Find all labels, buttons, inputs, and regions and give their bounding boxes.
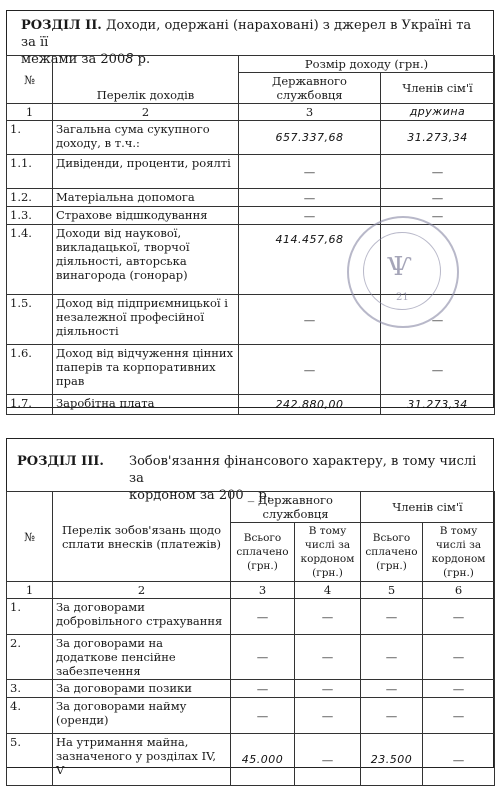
col-servant-header: Державного службовця — [239, 73, 381, 104]
col-size-header: Розмір доходу (грн.) — [239, 56, 495, 73]
obligations-table — [6, 491, 495, 786]
row-number: 1.5. — [7, 295, 53, 345]
value-cell: — — [423, 635, 495, 680]
col-no-header: № — [7, 492, 53, 582]
value-cell: — — [231, 680, 295, 698]
table-row — [7, 345, 495, 395]
value-cell: — — [295, 698, 361, 734]
section-2-title-text: Доходи, одержані (нараховані) з джерел в Україні та за її — [21, 18, 472, 50]
row-number: 1.6. — [7, 345, 53, 395]
table-row — [7, 121, 495, 155]
col-paid-header: Всього сплачено (грн.) — [361, 523, 423, 582]
servant-value: 657.337,68 — [239, 121, 381, 155]
family-value: 31.273,34 — [381, 121, 495, 155]
index-cell: 4 — [295, 582, 361, 599]
family-value: 31.273,34 — [381, 395, 495, 415]
index-cell: 5 — [361, 582, 423, 599]
value-cell: — — [423, 599, 495, 635]
value-cell: — — [423, 734, 495, 786]
col-family-header: Членів сім'ї — [361, 492, 495, 523]
table-row — [7, 599, 495, 635]
row-label: Матеріальна допомога — [53, 189, 239, 207]
trident-icon: Ѱ — [387, 252, 412, 282]
family-value: — — [381, 207, 495, 225]
col-family-header: Членів сім'ї — [381, 73, 495, 104]
servant-value: — — [239, 295, 381, 345]
servant-value: 242.880,00 — [239, 395, 381, 415]
row-number: 2. — [7, 635, 53, 680]
row-label: За договорами на додаткове пенсійне забезпечення — [53, 635, 231, 680]
table-row — [7, 680, 495, 698]
row-label: Дивіденди, проценти, роялті — [53, 155, 239, 189]
value-cell: 23.500 — [361, 734, 423, 786]
row-number: 1.7. — [7, 395, 53, 415]
value-cell: — — [361, 680, 423, 698]
servant-value: 414.457,68 — [239, 225, 381, 295]
row-label: Доходи від наукової, викладацької, творчої діяльності, авторська винагорода (гонорар) — [53, 225, 239, 295]
value-cell: — — [231, 599, 295, 635]
index-cell: 3 — [239, 104, 381, 121]
family-value: — — [381, 155, 495, 189]
official-stamp — [347, 216, 459, 328]
row-label: За договорами позики — [53, 680, 231, 698]
section-2 — [6, 10, 494, 411]
row-number: 5. — [7, 734, 53, 786]
index-cell-handwritten: дружина — [381, 104, 495, 121]
stamp-number: 21 — [396, 292, 409, 303]
col-servant-header: Державного службовця — [231, 492, 361, 523]
row-number: 1.1. — [7, 155, 53, 189]
value-cell: — — [423, 680, 495, 698]
row-number: 4. — [7, 698, 53, 734]
col-list-header: Перелік зобов'язань щодо сплати внесків (платежів) — [53, 492, 231, 582]
index-cell: 1 — [7, 104, 53, 121]
row-label: Заробітна плата — [53, 395, 239, 415]
value-cell: — — [295, 680, 361, 698]
value-cell: — — [361, 635, 423, 680]
row-number: 1. — [7, 121, 53, 155]
table-row — [7, 734, 495, 786]
row-label: Загальна сума сукупного доходу, в т.ч.: — [53, 121, 239, 155]
row-number: 3. — [7, 680, 53, 698]
section-3-title-text: Зобов'язання фінансового характеру, в тому числі за — [129, 454, 477, 486]
col-paid-header: Всього сплачено (грн.) — [231, 523, 295, 582]
row-number: 1.3. — [7, 207, 53, 225]
servant-value: — — [239, 207, 381, 225]
section-2-year-handwritten: 8 — [125, 52, 134, 67]
row-label: Доход від підприємницької і незалежної професійної діяльності — [53, 295, 239, 345]
section-2-title-suffix: р. — [137, 52, 151, 67]
value-cell: — — [361, 599, 423, 635]
index-cell: 6 — [423, 582, 495, 599]
index-cell: 3 — [231, 582, 295, 599]
value-cell: — — [231, 698, 295, 734]
table-row — [7, 635, 495, 680]
row-label: Страхове відшкодування — [53, 207, 239, 225]
row-number: 1.2. — [7, 189, 53, 207]
row-number: 1. — [7, 599, 53, 635]
section-3-heading: РОЗДІЛ III. — [17, 454, 104, 469]
section-2-heading: РОЗДІЛ II. — [21, 18, 102, 33]
index-cell: 1 — [7, 582, 53, 599]
table-row — [7, 698, 495, 734]
value-cell: — — [295, 635, 361, 680]
value-cell: 45.000 — [231, 734, 295, 786]
col-list-header: Перелік доходів — [53, 56, 239, 104]
value-cell: — — [295, 734, 361, 786]
row-label: За договорами добровільного страхування — [53, 599, 231, 635]
col-abroad-header: В тому числі за кордоном (грн.) — [423, 523, 495, 582]
table-row — [7, 395, 495, 415]
section-3 — [6, 438, 494, 777]
table-row — [7, 155, 495, 189]
row-label: На утримання майна, зазначеного у розділах IV, V — [53, 734, 231, 786]
servant-value: — — [239, 155, 381, 189]
col-abroad-header: В тому числі за кордоном (грн.) — [295, 523, 361, 582]
value-cell: — — [231, 635, 295, 680]
family-value: — — [381, 345, 495, 395]
table-row — [7, 189, 495, 207]
servant-value: — — [239, 189, 381, 207]
servant-value: — — [239, 345, 381, 395]
value-cell: — — [295, 599, 361, 635]
value-cell: — — [361, 698, 423, 734]
col-no-header: № — [7, 56, 53, 104]
value-cell: — — [423, 698, 495, 734]
index-cell: 2 — [53, 104, 239, 121]
row-number: 1.4. — [7, 225, 53, 295]
section-3-heading-wrap — [17, 453, 127, 470]
index-cell: 2 — [53, 582, 231, 599]
row-label: Доход від відчуження цінних паперів та корпоративних прав — [53, 345, 239, 395]
section-2-title-year: межами за 200 — [21, 52, 126, 67]
family-value: — — [381, 295, 495, 345]
section-3-title-year: кордоном за 200 _ р. — [129, 488, 271, 503]
family-value: — — [381, 189, 495, 207]
row-label: За договорами найму (оренди) — [53, 698, 231, 734]
